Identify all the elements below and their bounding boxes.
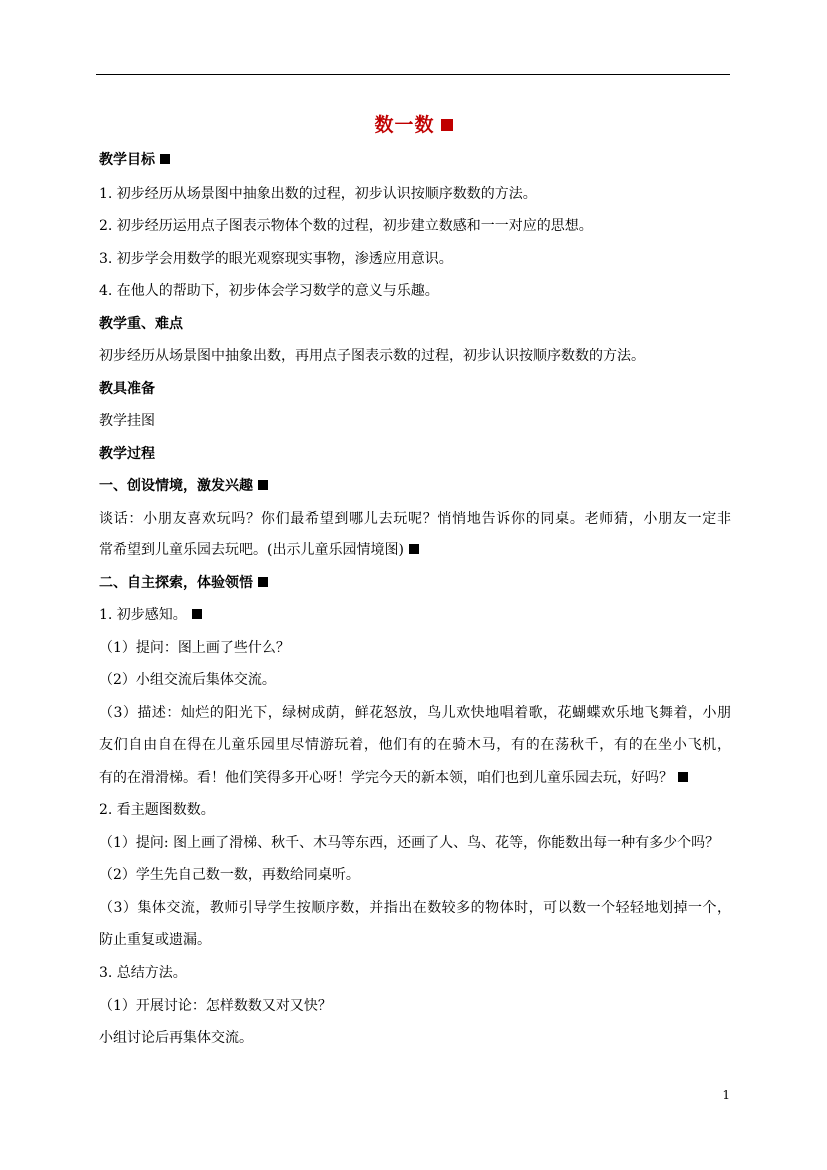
step3-heading: 3. 总结方法。 <box>99 965 187 981</box>
square-mark-icon <box>192 609 202 619</box>
process-heading: 教学过程 <box>99 446 155 462</box>
step1-heading: 1. 初步感知。 <box>99 605 731 625</box>
part1-paragraph-line: 谈话：小朋友喜欢玩吗？你们最希望到哪儿去玩呢？悄悄地告诉你的同桌。老师猜，小朋友一定非 <box>99 511 731 527</box>
header-rule <box>96 74 730 75</box>
step1-item: （2）小组交流后集体交流。 <box>99 672 276 688</box>
goal-item: 2. 初步经历运用点子图表示物体个数的过程，初步建立数感和一一对应的思想。 <box>99 218 593 234</box>
goal-item: 1. 初步经历从场景图中抽象出数的过程，初步认识按顺序数数的方法。 <box>99 186 537 202</box>
square-mark-icon <box>441 119 453 131</box>
part1-heading: 一、创设情境，激发兴趣 <box>99 476 731 496</box>
tools-heading: 教具准备 <box>99 381 155 397</box>
square-mark-icon <box>258 577 268 587</box>
square-mark-icon <box>258 480 268 490</box>
square-mark-icon <box>160 154 170 164</box>
tools-text: 教学挂图 <box>99 413 155 429</box>
square-mark-icon <box>678 772 688 782</box>
part1-paragraph-line: 常希望到儿童乐园去玩吧。(出示儿童乐园情境图) <box>99 540 731 560</box>
goals-heading: 教学目标 <box>99 150 731 170</box>
step1-item-line: （3）描述：灿烂的阳光下，绿树成荫，鲜花怒放，鸟儿欢快地唱着歌，花蝴蝶欢乐地飞舞着，小朋 <box>99 705 731 721</box>
goal-item: 3. 初步学会用数学的眼光观察现实事物，渗透应用意识。 <box>99 251 453 267</box>
key-text: 初步经历从场景图中抽象出数，再用点子图表示数的过程，初步认识按顺序数数的方法。 <box>99 348 645 364</box>
step1-item-line: 有的在滑滑梯。看！他们笑得多开心呀！学完今天的新本领，咱们也到儿童乐园去玩，好吗？ <box>99 768 731 788</box>
step2-heading: 2. 看主题图数数。 <box>99 802 215 818</box>
part2-heading: 二、自主探索，体验领悟 <box>99 573 731 593</box>
page-number: 1 <box>722 1088 730 1102</box>
step2-item: （1）提问: 图上画了滑梯、秋千、木马等东西，还画了人、鸟、花等，你能数出每一种有多少个吗？ <box>99 835 720 851</box>
key-heading: 教学重、难点 <box>99 316 183 332</box>
step2-item-line: （3）集体交流，教师引导学生按顺序数，并指出在数较多的物体时，可以数一个轻轻地划掉一个， <box>99 900 731 916</box>
step1-item: （1）提问：图上画了些什么？ <box>99 640 290 656</box>
square-mark-icon <box>409 544 419 554</box>
page-title: 数一数 <box>0 110 827 137</box>
step3-item: （1）开展讨论：怎样数数又对又快？ <box>99 998 332 1014</box>
step3-follow: 小组讨论后再集体交流。 <box>99 1030 253 1046</box>
step2-item: （2）学生先自己数一数，再数给同桌听。 <box>99 867 360 883</box>
step1-item-line: 友们自由自在得在儿童乐园里尽情游玩着，他们有的在骑木马，有的在荡秋千，有的在坐小飞机， <box>99 737 731 753</box>
step2-item-line: 防止重复或遗漏。 <box>99 932 211 948</box>
goal-item: 4. 在他人的帮助下，初步体会学习数学的意义与乐趣。 <box>99 283 439 299</box>
